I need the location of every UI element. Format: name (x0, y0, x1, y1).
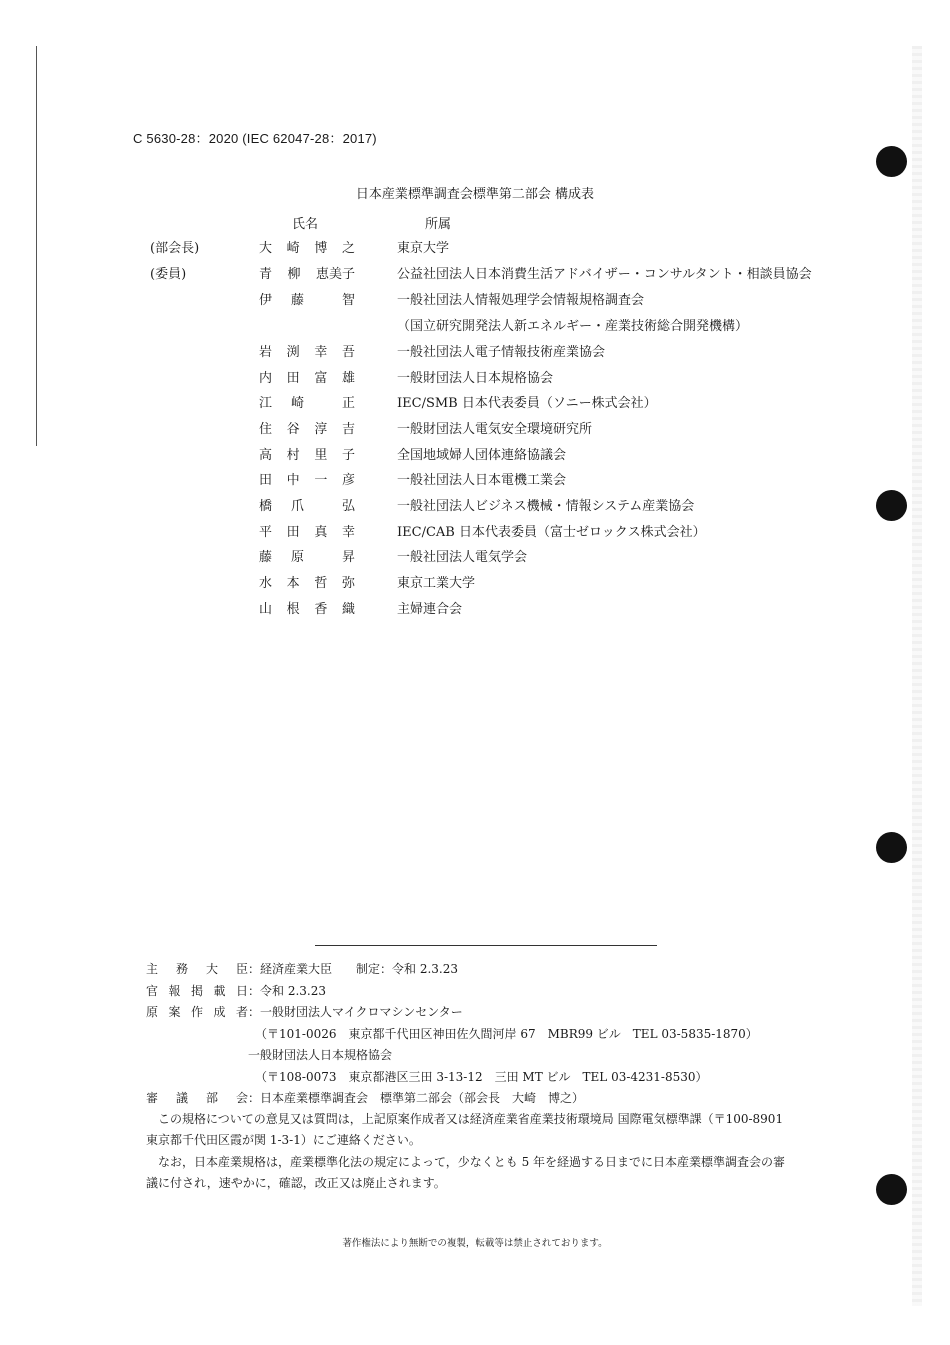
minister-value: ：経済産業大臣 制定：令和 2.3.23 (248, 962, 458, 976)
member-name: 江 崎 正 (259, 396, 355, 411)
member-affiliation: 一般社団法人ビジネス機械・情報システム産業協会 (397, 499, 695, 514)
review-paragraph-line-2: 議に付され，速やかに，確認，改正又は廃止されます。 (146, 1176, 446, 1190)
member-row (0, 289, 950, 309)
member-row (0, 546, 950, 566)
footer-minister (0, 960, 950, 980)
member-name: 平 田 真 幸 (259, 525, 355, 540)
member-affiliation: 主婦連合会 (397, 602, 463, 617)
member-row (0, 495, 950, 515)
contact-paragraph-line-1: この規格についての意見又は質問は，上記原案作成者又は経済産業省産業技術環境局 国際電気標準課（〒100-8901 (158, 1112, 784, 1126)
member-row (0, 598, 950, 618)
member-affiliation: 一般社団法人日本電機工業会 (397, 473, 567, 488)
member-affiliation: 一般社団法人電子情報技術産業協会 (397, 345, 606, 360)
member-row (0, 572, 950, 592)
member-row (0, 521, 950, 541)
drafter-label: 原 案 作 成 者 (146, 1005, 248, 1019)
scan-edge-shadow (912, 46, 922, 1306)
member-name: 大 崎 博 之 (259, 241, 355, 256)
member-row (0, 367, 950, 387)
member-affiliation: 東京大学 (397, 241, 450, 256)
separator-rule (315, 945, 657, 946)
member-name: 住 谷 淳 吉 (259, 422, 355, 437)
member-affiliation: 公益社団法人日本消費生活アドバイザー・コンサルタント・相談員協会 (397, 267, 812, 282)
footer-drafter (0, 1003, 950, 1023)
column-header-affiliation: 所属 (425, 217, 452, 232)
member-name: 藤 原 昇 (259, 550, 355, 565)
footer-council (0, 1089, 950, 1109)
member-row (0, 444, 950, 464)
binder-hole-4 (876, 1174, 907, 1205)
member-role: (部会長) (150, 241, 200, 256)
gazette-value: ：令和 2.3.23 (248, 984, 326, 998)
council-label: 審 議 部 会 (146, 1091, 248, 1105)
council-value: ：日本産業標準調査会 標準第二部会（部会長 大崎 博之） (248, 1091, 585, 1105)
drafter2-name: 一般財団法人日本規格協会 (248, 1048, 393, 1062)
member-role: (委員) (150, 267, 187, 282)
member-name: 岩 渕 幸 吾 (259, 345, 355, 360)
member-row (0, 315, 950, 335)
member-row (0, 418, 950, 438)
member-row (0, 237, 950, 257)
binder-hole-3 (876, 832, 907, 863)
standard-code: C 5630-28：2020 (IEC 62047-28：2017) (133, 131, 377, 146)
member-affiliation: 一般財団法人電気安全環境研究所 (397, 422, 593, 437)
member-affiliation: 全国地域婦人団体連絡協議会 (397, 448, 567, 463)
member-name: 田 中 一 彦 (259, 473, 355, 488)
member-affiliation: （国立研究開発法人新エネルギー・産業技術総合開発機構） (397, 319, 749, 334)
member-row (0, 469, 950, 489)
binder-hole-1 (876, 146, 907, 177)
footer-gazette (0, 982, 950, 1002)
member-affiliation: 東京工業大学 (397, 576, 476, 591)
member-name: 青 柳 恵美子 (259, 267, 355, 282)
drafter-address: （〒101-0026 東京都千代田区神田佐久間河岸 67 MBR99 ビル TEL 03-5835-1870） (255, 1027, 758, 1041)
review-paragraph-line-1: なお，日本産業規格は，産業標準化法の規定によって，少なくとも 5 年を経過する日までに日本産業標準調査会の審 (158, 1155, 786, 1169)
member-name: 橋 爪 弘 (259, 499, 355, 514)
drafter-value: ：一般財団法人マイクロマシンセンター (248, 1005, 463, 1019)
member-row (0, 341, 950, 361)
member-affiliation: IEC/CAB 日本代表委員（富士ゼロックス株式会社） (397, 525, 706, 540)
member-name: 山 根 香 織 (259, 602, 355, 617)
member-name: 内 田 富 雄 (259, 371, 355, 386)
member-affiliation: 一般社団法人情報処理学会情報規格調査会 (397, 293, 645, 308)
contact-paragraph-line-2: 東京都千代田区霞が関 1-3-1）にご連絡ください。 (146, 1133, 421, 1147)
member-row (0, 392, 950, 412)
member-name: 高 村 里 子 (259, 448, 355, 463)
member-affiliation: 一般社団法人電気学会 (397, 550, 528, 565)
committee-title: 日本産業標準調査会標準第二部会 構成表 (355, 187, 595, 202)
member-affiliation: 一般財団法人日本規格協会 (397, 371, 554, 386)
minister-label: 主 務 大 臣 (146, 962, 248, 976)
copyright-notice: 著作権法により無断での複製，転載等は禁止されております。 (342, 1238, 608, 1249)
column-header-name: 氏名 (292, 217, 319, 232)
gazette-label: 官 報 掲 載 日 (146, 984, 248, 998)
member-name: 伊 藤 智 (259, 293, 355, 308)
member-row (0, 263, 950, 283)
member-affiliation: IEC/SMB 日本代表委員（ソニー株式会社） (397, 396, 657, 411)
member-name: 水 本 哲 弥 (259, 576, 355, 591)
drafter2-address: （〒108-0073 東京都港区三田 3-13-12 三田 MT ビル TEL 03-4231-8530） (255, 1070, 708, 1084)
